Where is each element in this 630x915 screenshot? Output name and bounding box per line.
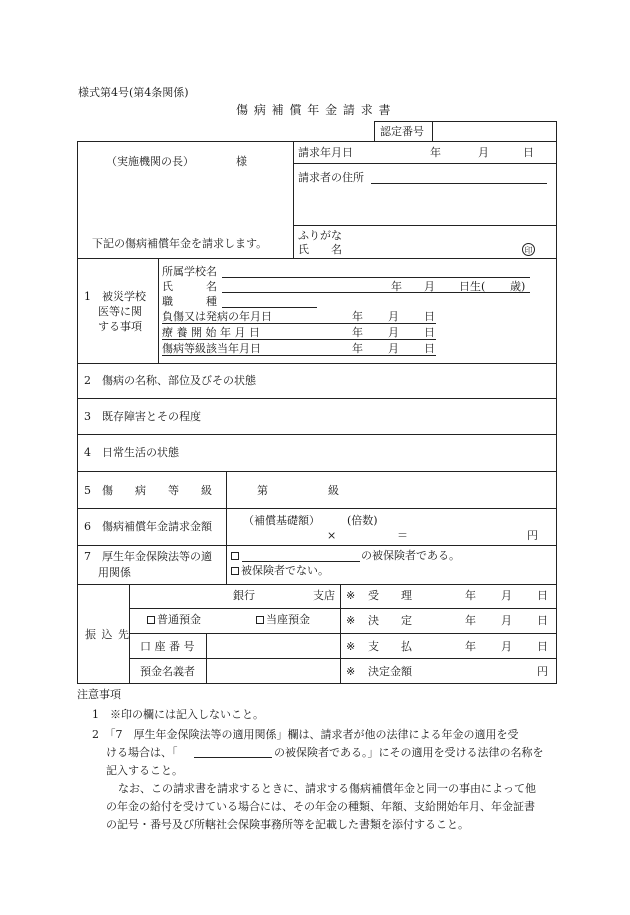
account-number-field[interactable] xyxy=(210,637,336,655)
amount-label: 決定金額 xyxy=(368,665,412,678)
grade-dai: 第 xyxy=(257,484,268,497)
row7-label-2: 用関係 xyxy=(98,566,131,579)
grade-kyu: 級 xyxy=(328,484,339,497)
note-1: 1 ※印の欄には記入しないこと。 xyxy=(92,708,264,721)
amount-yen: 円 xyxy=(537,665,548,678)
addressee: （実施機関の長） xyxy=(106,155,194,168)
times-sign: × xyxy=(327,529,337,542)
worker-name-label: 氏 名 xyxy=(162,280,217,293)
office-mark-2: ※ xyxy=(346,614,356,627)
base-amount-label: （補償基礎額） xyxy=(243,514,320,527)
yen-label: 円 xyxy=(527,529,538,542)
request-month-label: 月 xyxy=(478,146,489,159)
decided-month: 月 xyxy=(501,614,512,627)
account-holder-label: 預金名義者 xyxy=(140,665,195,678)
current-checkbox[interactable] xyxy=(256,616,264,624)
name-label: 氏 名 xyxy=(298,243,342,256)
branch-label: 支店 xyxy=(313,589,335,602)
form-number: 様式第4号(第4条関係) xyxy=(78,86,189,99)
paid-year: 年 xyxy=(465,640,476,653)
account-number-label: 口 座 番 号 xyxy=(140,640,195,653)
branch-field[interactable] xyxy=(258,588,310,604)
furigana-label: ふりがな xyxy=(298,229,342,242)
note-2-line-1: 2 「7 厚生年金保険法等の適用関係」欄は、請求者が他の法律による年金の適用を受 xyxy=(92,728,519,741)
note-2-line-3: 記入すること。 xyxy=(106,764,183,777)
ordinary-checkbox[interactable] xyxy=(147,616,155,624)
ordinary-label: 普通預金 xyxy=(157,613,201,626)
injury-day: 日 xyxy=(424,310,435,323)
injury-month: 月 xyxy=(388,310,399,323)
treatment-date-label: 療 養 開 始 年 月 日 xyxy=(162,326,260,339)
job-label: 職 種 xyxy=(162,295,217,308)
birth-day-label: 日生( xyxy=(459,280,486,293)
paid-month: 月 xyxy=(501,640,512,653)
office-mark-4: ※ xyxy=(346,665,356,678)
account-holder-field[interactable] xyxy=(210,662,336,680)
received-month: 月 xyxy=(501,589,512,602)
decided-year: 年 xyxy=(465,614,476,627)
form-title: 傷 病 補 償 年 金 請 求 書 xyxy=(236,103,392,117)
not-insured-option: 被保険者でない。 xyxy=(241,564,329,577)
birth-month-label: 月 xyxy=(424,280,435,293)
request-day-label: 日 xyxy=(523,146,534,159)
note-2-line-2b: の被保険者である。」にその適用を受ける法律の名称を xyxy=(274,746,544,759)
section1-label-3: する事項 xyxy=(98,320,142,333)
insured-option: の被保険者である。 xyxy=(361,549,460,562)
job-field[interactable] xyxy=(222,307,317,308)
bank-label: 銀行 xyxy=(233,589,255,602)
injury-year: 年 xyxy=(352,310,363,323)
row3-label: 3 既存障害とその程度 xyxy=(84,410,201,423)
equals-sign: ＝ xyxy=(397,529,408,542)
address-field[interactable] xyxy=(371,183,547,184)
cert-number-label: 認定番号 xyxy=(380,125,424,138)
request-date-label: 請求年月日 xyxy=(298,146,353,159)
office-mark-1: ※ xyxy=(346,589,356,602)
decided-day: 日 xyxy=(537,614,548,627)
birth-year-label: 年 xyxy=(391,280,402,293)
received-year: 年 xyxy=(465,589,476,602)
school-label: 所属学校名 xyxy=(162,265,217,278)
office-mark-3: ※ xyxy=(346,640,356,653)
age-label: 歳) xyxy=(510,280,526,293)
grade-month: 月 xyxy=(388,342,399,355)
row4-label: 4 日常生活の状態 xyxy=(84,446,179,459)
school-field[interactable] xyxy=(222,277,530,278)
paid-label: 支 払 xyxy=(368,640,412,653)
treatment-year: 年 xyxy=(352,326,363,339)
insured-checkbox[interactable] xyxy=(231,552,239,560)
note-3-line-1: なお、この請求書を請求するときに、請求する傷病補償年金と同一の事由によって他 xyxy=(118,782,536,795)
section1-label-2: 医等に関 xyxy=(98,305,142,318)
row5-label: 5 傷 病 等 級 xyxy=(84,484,212,497)
cert-number-field[interactable] xyxy=(437,124,553,140)
multiplier-label: (倍数) xyxy=(347,514,378,527)
address-label: 請求者の住所 xyxy=(298,171,364,184)
grade-date-label: 傷病等級該当年月日 xyxy=(162,342,261,355)
transfer-label: 振 込 先 xyxy=(85,628,130,641)
received-label: 受 理 xyxy=(368,589,412,602)
current-label: 当座預金 xyxy=(266,613,310,626)
treatment-month: 月 xyxy=(388,326,399,339)
notes-heading: 注意事項 xyxy=(77,688,121,701)
section1-label-1: 1 被災学校 xyxy=(84,290,146,303)
row7-label-1: 7 厚生年金保険法等の適 xyxy=(84,550,212,563)
grade-day: 日 xyxy=(424,342,435,355)
row6-label: 6 傷病補償年金請求金額 xyxy=(84,520,212,533)
note-3-line-3: の記号・番号及び所轄社会保険事務所等を記載した書類を添付すること。 xyxy=(106,818,469,831)
honorific: 様 xyxy=(236,155,247,168)
note-3-line-2: の年金の給付を受けている場合には、その年金の種類、年額、支給開始年月、年金証書 xyxy=(106,800,535,813)
request-year-label: 年 xyxy=(430,146,441,159)
law-name-field[interactable] xyxy=(242,561,360,562)
injury-date-label: 負傷又は発病の年月日 xyxy=(162,310,272,323)
paid-day: 日 xyxy=(537,640,548,653)
row2-label: 2 傷病の名称、部位及びその状態 xyxy=(84,374,256,387)
not-insured-checkbox[interactable] xyxy=(231,567,239,575)
request-text: 下記の傷病補償年金を請求します。 xyxy=(92,237,268,250)
seal-mark: 印 xyxy=(522,243,535,256)
treatment-day: 日 xyxy=(424,326,435,339)
bank-field[interactable] xyxy=(132,588,228,604)
grade-year: 年 xyxy=(352,342,363,355)
decided-label: 決 定 xyxy=(368,614,412,627)
received-day: 日 xyxy=(537,589,548,602)
note-2-line-2a: ける場合は、「 xyxy=(106,746,178,759)
